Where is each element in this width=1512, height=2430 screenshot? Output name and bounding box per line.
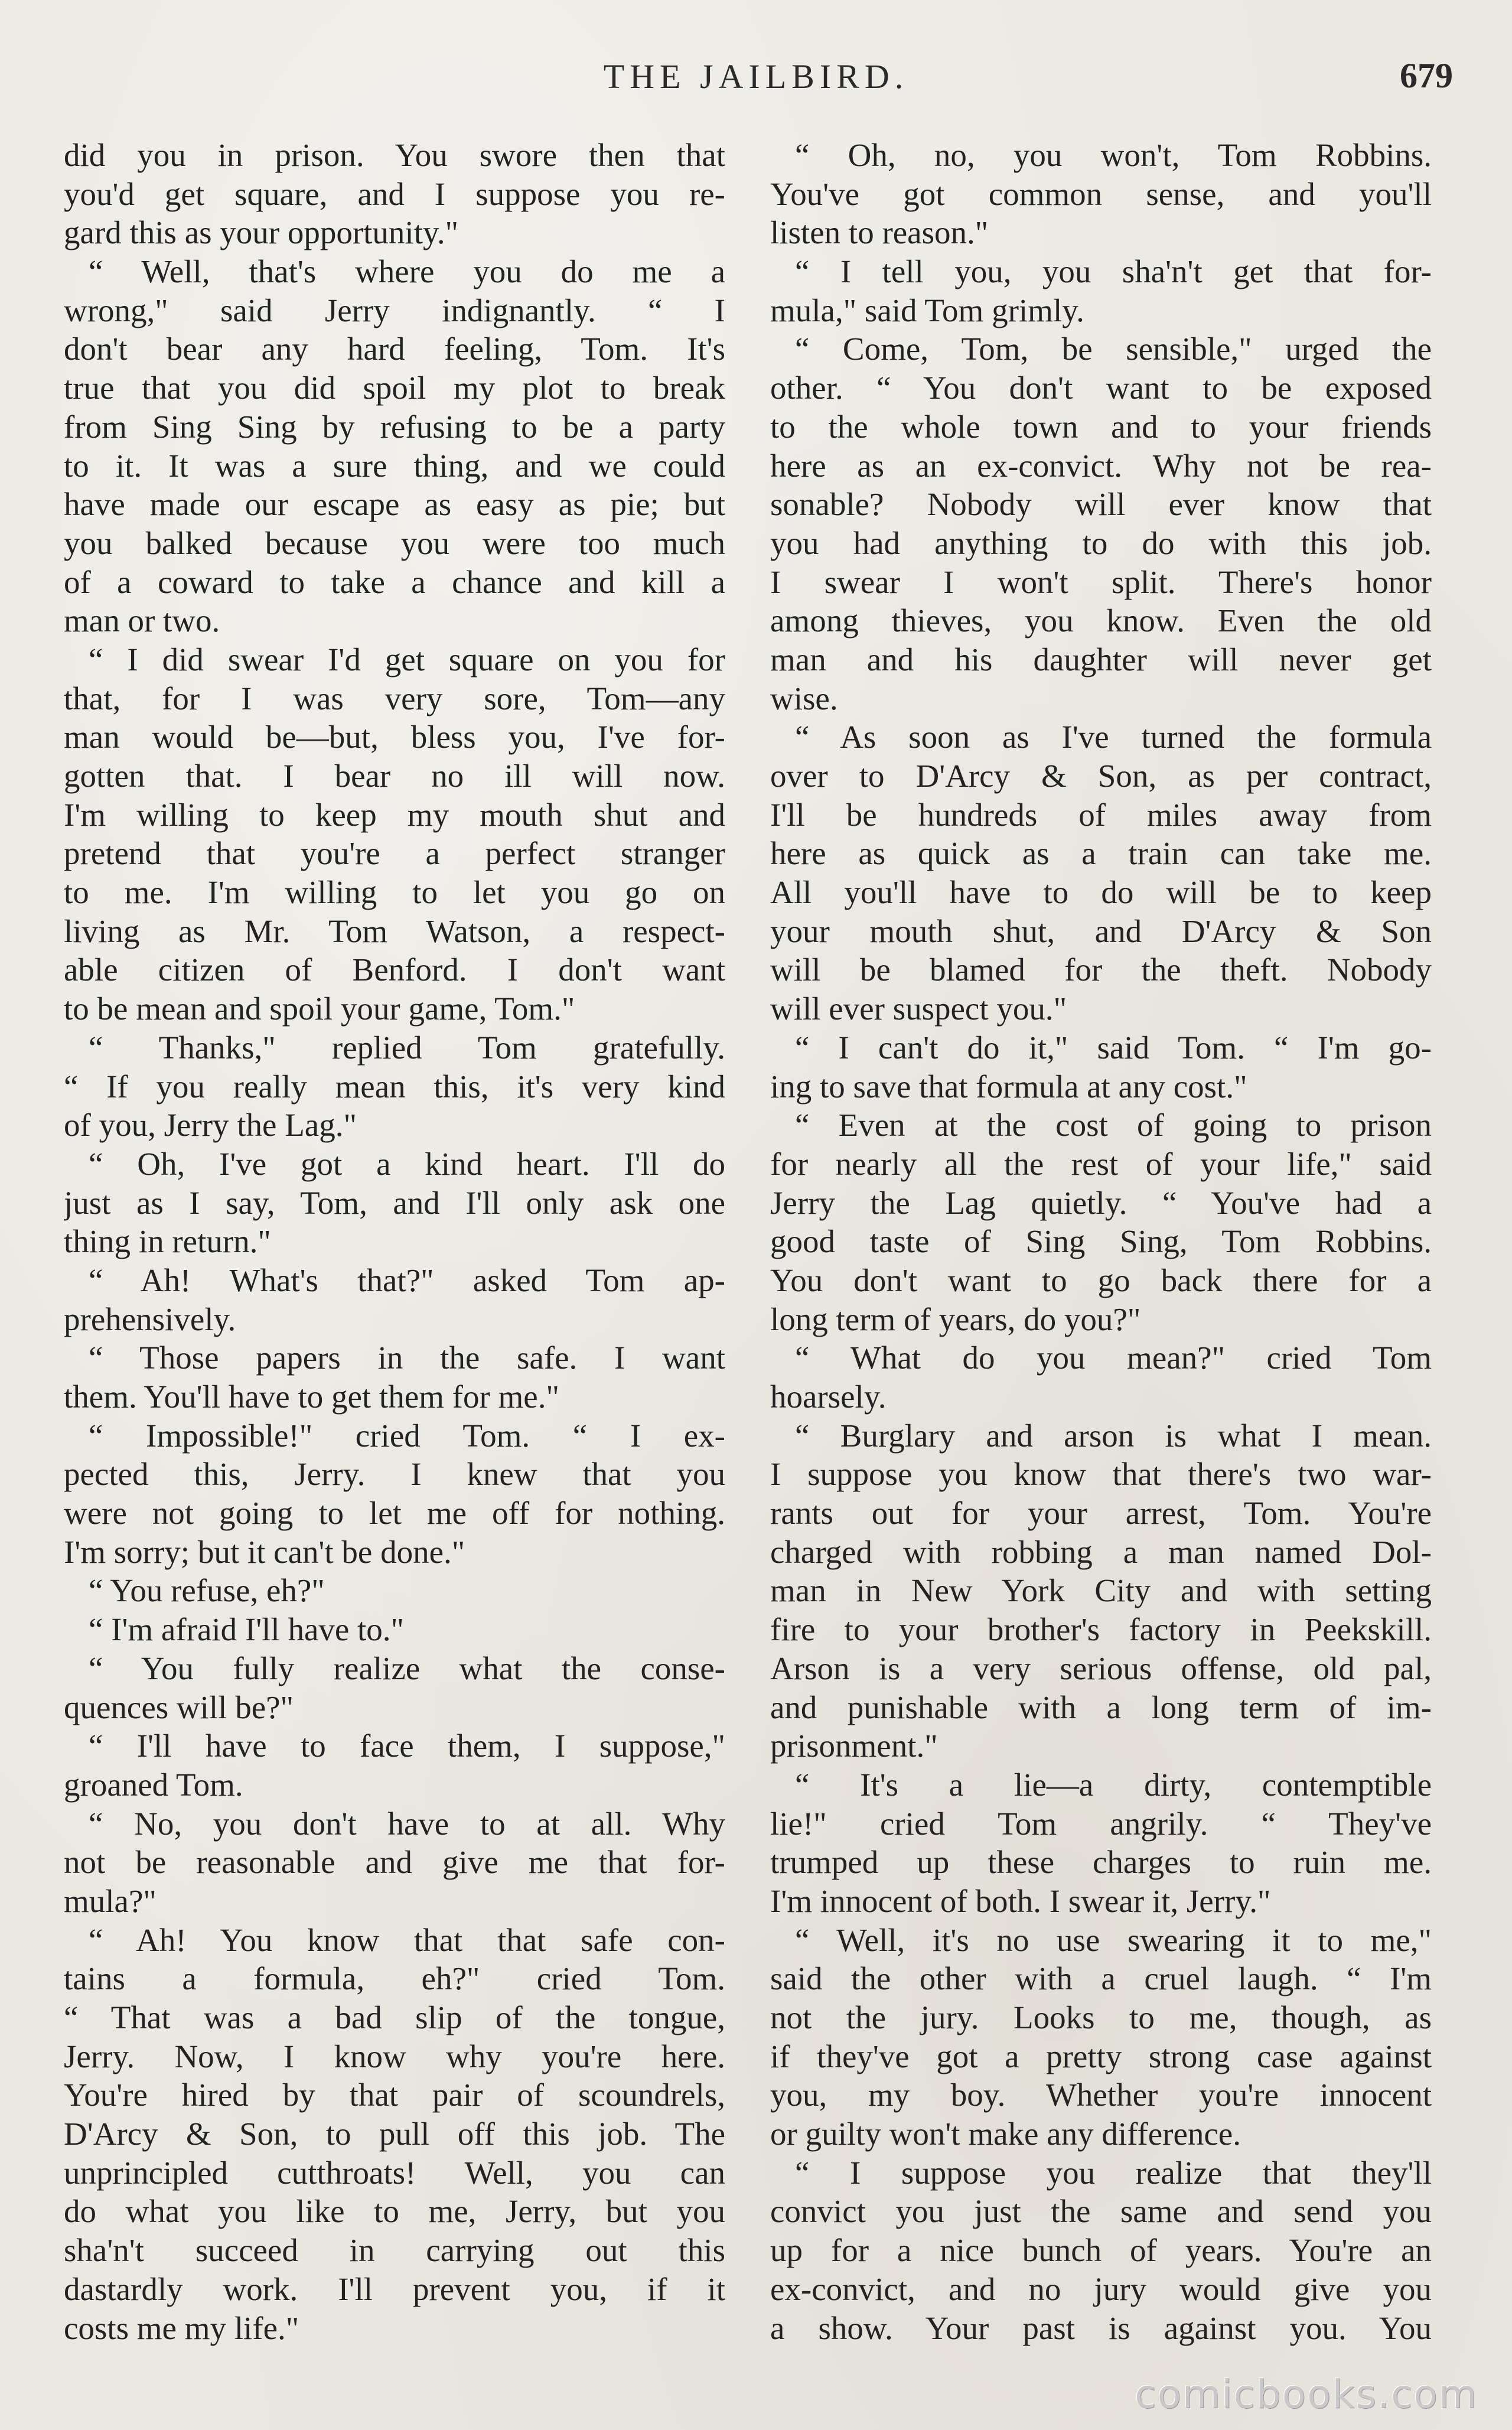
text-line: “ It's a lie—a dirty, contemptible [795, 1766, 1432, 1803]
text-line: “ You refuse, eh?" [89, 1572, 325, 1609]
text-line: to the whole town and to your friends [770, 408, 1432, 445]
text-line: you'd get square, and I suppose you re- [64, 175, 725, 212]
text-line: “ Thanks," replied Tom gratefully. [89, 1029, 725, 1066]
text-line: gard this as your opportunity." [64, 214, 459, 251]
text-line: you had anything to do with this job. [770, 525, 1432, 561]
text-line: pected this, Jerry. I knew that you [64, 1456, 725, 1493]
text-line: for nearly all the rest of your life," said [770, 1145, 1432, 1182]
text-line: ing to save that formula at any cost." [770, 1068, 1247, 1105]
text-line: “ I suppose you realize that they'll [795, 2154, 1432, 2191]
text-line: prisonment." [770, 1728, 938, 1764]
text-line: “ You fully realize what the conse- [89, 1650, 725, 1686]
text-line: “ Ah! What's that?" asked Tom ap- [89, 1262, 725, 1298]
text-line: I'm innocent of both. I swear it, Jerry." [770, 1882, 1271, 1919]
text-line: Arson is a very serious offense, old pal, [770, 1650, 1432, 1686]
text-line: wise. [770, 680, 838, 716]
text-line: “ Well, that's where you do me a [89, 253, 725, 290]
text-line: not the jury. Looks to me, though, as [770, 1999, 1432, 2035]
text-line: will be blamed for the theft. Nobody [770, 952, 1432, 988]
text-line: able citizen of Benford. I don't want [64, 952, 725, 988]
text-line: sonable? Nobody will ever know that [770, 486, 1432, 523]
text-line: D'Arcy & Son, to pull off this job. The [64, 2116, 725, 2152]
text-line: listen to reason." [770, 214, 989, 251]
text-line: I'm sorry; but it can't be done." [64, 1533, 465, 1570]
text-line: living as Mr. Tom Watson, a respect- [64, 913, 725, 949]
text-line: pretend that you're a perfect stranger [64, 835, 725, 872]
text-line: good taste of Sing Sing, Tom Robbins. [770, 1223, 1432, 1260]
text-line: “ Come, Tom, be sensible," urged the [795, 331, 1432, 367]
watermark: comicbooks.com [1135, 2372, 1478, 2417]
text-line: mula?" [64, 1882, 157, 1919]
text-line: “ If you really mean this, it's very kind [64, 1068, 725, 1105]
text-line: or guilty won't make any difference. [770, 2116, 1241, 2152]
text-line: a show. Your past is against you. You [770, 2310, 1432, 2346]
text-line: You're hired by that pair of scoundrels, [64, 2077, 725, 2113]
text-line: did you in prison. You swore then that [64, 137, 725, 173]
text-line: “ Oh, I've got a kind heart. I'll do [89, 1145, 725, 1182]
text-line: not be reasonable and give me that for- [64, 1844, 725, 1881]
text-line: of you, Jerry the Lag." [64, 1107, 357, 1144]
text-line: just as I say, Tom, and I'll only ask one [64, 1184, 725, 1221]
text-line: “ Oh, no, you won't, Tom Robbins. [795, 137, 1432, 173]
text-line: here as quick as a train can take me. [770, 835, 1432, 872]
text-line: thing in return." [64, 1223, 271, 1260]
text-line: “ That was a bad slip of the tongue, [64, 1999, 725, 2035]
text-line: groaned Tom. [64, 1766, 243, 1803]
text-line: that, for I was very sore, Tom—any [64, 680, 725, 716]
text-line: man in New York City and with setting [770, 1572, 1432, 1609]
text-line: prehensively. [64, 1301, 236, 1337]
text-line: convict you just the same and send you [770, 2193, 1432, 2230]
text-line: charged with robbing a man named Dol- [770, 1533, 1432, 1570]
text-line: “ Ah! You know that that safe con- [89, 1921, 725, 1958]
text-line: I suppose you know that there's two war- [770, 1456, 1432, 1493]
text-line: them. You'll have to get them for me." [64, 1379, 559, 1415]
text-line: said the other with a cruel laugh. “ I'm [770, 1960, 1432, 1997]
text-line: to be mean and spoil your game, Tom." [64, 991, 575, 1027]
text-line: I swear I won't split. There's honor [770, 563, 1432, 600]
text-line: of a coward to take a chance and kill a [64, 563, 725, 600]
text-line: mula," said Tom grimly. [770, 292, 1084, 328]
text-line: over to D'Arcy & Son, as per contract, [770, 758, 1432, 794]
text-line: “ Well, it's no use swearing it to me," [795, 1921, 1432, 1958]
text-line: “ I tell you, you sha'n't get that for- [795, 253, 1432, 290]
text-line: I'm willing to keep my mouth shut and [64, 796, 725, 833]
text-line: ex-convict, and no jury would give you [770, 2271, 1432, 2307]
text-line: up for a nice bunch of years. You're an [770, 2232, 1432, 2269]
text-line: All you'll have to do will be to keep [770, 874, 1432, 911]
text-line: true that you did spoil my plot to break [64, 370, 725, 406]
text-line: do what you like to me, Jerry, but you [64, 2193, 725, 2230]
text-line: “ I'm afraid I'll have to." [89, 1611, 404, 1648]
text-line: “ I did swear I'd get square on you for [89, 641, 725, 677]
text-line: lie!" cried Tom angrily. “ They've [770, 1805, 1432, 1842]
text-line: “ Those papers in the safe. I want [89, 1340, 725, 1376]
text-column-right [770, 136, 1432, 2347]
text-line: man would be—but, bless you, I've for- [64, 719, 725, 755]
text-line: fire to your brother's factory in Peekskill. [770, 1611, 1432, 1648]
text-line: other. “ You don't want to be exposed [770, 370, 1432, 406]
text-line: trumped up these charges to ruin me. [770, 1844, 1432, 1881]
text-line: and punishable with a long term of im- [770, 1689, 1432, 1725]
text-line: Jerry. Now, I know why you're here. [64, 2038, 725, 2074]
text-line: “ No, you don't have to at all. Why [89, 1805, 725, 1842]
text-column-left [64, 136, 725, 2347]
text-line: You've got common sense, and you'll [770, 175, 1432, 212]
text-line: I'll be hundreds of miles away from [770, 796, 1432, 833]
text-line: hoarsely. [770, 1379, 887, 1415]
text-line: from Sing Sing by refusing to be a party [64, 408, 725, 445]
text-line: “ I'll have to face them, I suppose," [89, 1728, 725, 1764]
text-line: have made our escape as easy as pie; but [64, 486, 725, 523]
text-line: You don't want to go back there for a [770, 1262, 1432, 1298]
text-line: “ I can't do it," said Tom. “ I'm go- [795, 1029, 1432, 1066]
text-line: wrong," said Jerry indignantly. “ I [64, 292, 725, 328]
text-line: man or two. [64, 602, 220, 639]
text-line: if they've got a pretty strong case against [770, 2038, 1432, 2074]
text-line: long term of years, do you?" [770, 1301, 1141, 1337]
text-line: “ What do you mean?" cried Tom [795, 1340, 1432, 1376]
text-line: man and his daughter will never get [770, 641, 1432, 677]
text-line: Jerry the Lag quietly. “ You've had a [770, 1184, 1432, 1221]
text-line: “ Even at the cost of going to prison [795, 1107, 1432, 1144]
text-line: “ As soon as I've turned the formula [795, 719, 1432, 755]
text-line: “ Burglary and arson is what I mean. [795, 1417, 1432, 1454]
text-line: you balked because you were too much [64, 525, 725, 561]
text-line: to me. I'm willing to let you go on [64, 874, 725, 911]
text-line: costs me my life." [64, 2310, 299, 2346]
text-line: among thieves, you know. Even the old [770, 602, 1432, 639]
text-line: gotten that. I bear no ill will now. [64, 758, 725, 794]
text-line: rants out for your arrest, Tom. You're [770, 1495, 1432, 1532]
text-line: you, my boy. Whether you're innocent [770, 2077, 1432, 2113]
text-line: “ Impossible!" cried Tom. “ I ex- [89, 1417, 725, 1454]
text-line: unprincipled cutthroats! Well, you can [64, 2154, 725, 2191]
text-line: quences will be?" [64, 1689, 294, 1725]
text-line: don't bear any hard feeling, Tom. It's [64, 331, 725, 367]
text-line: tains a formula, eh?" cried Tom. [64, 1960, 725, 1997]
text-line: sha'n't succeed in carrying out this [64, 2232, 725, 2269]
text-line: here as an ex-convict. Why not be rea- [770, 447, 1432, 484]
text-line: were not going to let me off for nothing. [64, 1495, 725, 1532]
text-line: to it. It was a sure thing, and we could [64, 447, 725, 484]
text-line: will ever suspect you." [770, 991, 1067, 1027]
page-number: 679 [1400, 56, 1453, 95]
running-title: THE JAILBIRD. [603, 57, 909, 96]
text-line: dastardly work. I'll prevent you, if it [64, 2271, 725, 2307]
text-line: your mouth shut, and D'Arcy & Son [770, 913, 1432, 949]
